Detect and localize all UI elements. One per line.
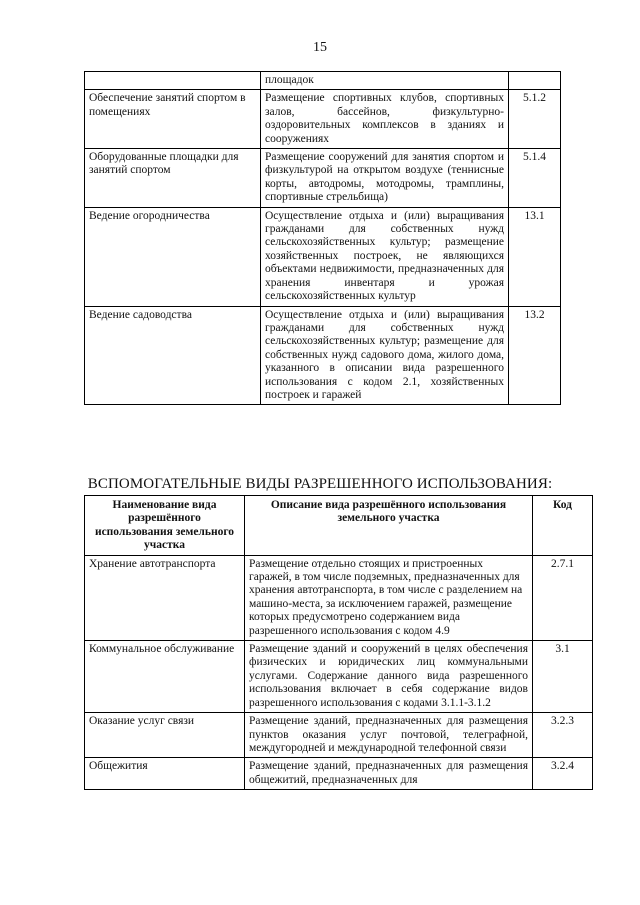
use-code-cell: 5.1.4	[509, 149, 561, 208]
header-name: Наименование вида разрешённого использования земельного участка	[85, 496, 245, 556]
table-header-row	[85, 496, 593, 556]
use-description-cell: Размещение спортивных клубов, спортивных залов, бассейнов, физкультурно-оздоровительных комплексов в зданиях и сооружениях	[261, 90, 509, 149]
use-description-cell: Осуществление отдыха и (или) выращивания гражданами для собственных нужд сельскохозяйственных культур; размещение хозяйственных построек, не являющихся объектами недвижимости, предназначенных для хранения инвентаря и урожая сельскохозяйственных культур	[261, 207, 509, 306]
table-row	[85, 149, 561, 208]
use-name-cell: Коммунальное обслуживание	[85, 641, 245, 713]
use-name-cell: Ведение огородничества	[85, 207, 261, 306]
use-description-cell: Размещение сооружений для занятия спортом и физкультурой на открытом воздухе (теннисные корты, автодромы, мотодромы, трамплины, спортивные стрельбища)	[261, 149, 509, 208]
use-code-cell: 13.1	[509, 207, 561, 306]
page-number: 15	[313, 40, 327, 55]
use-name-cell: Хранение автотранспорта	[85, 555, 245, 640]
use-code-cell: 3.2.3	[533, 713, 593, 758]
use-code-cell: 2.7.1	[533, 555, 593, 640]
use-description-cell: Размещение зданий, предназначенных для размещения общежитий, предназначенных для	[245, 758, 533, 790]
use-description-cell: площадок	[261, 72, 509, 90]
aux-land-use-table	[84, 495, 593, 790]
use-name-cell: Оборудованные площадки для занятий спортом	[85, 149, 261, 208]
use-name-cell: Общежития	[85, 758, 245, 790]
use-code-cell	[509, 72, 561, 90]
table-row	[85, 713, 593, 758]
use-description-cell: Размещение зданий, предназначенных для размещения пунктов оказания услуг почтовой, телеграфной, междугородней и международной телефонной связи	[245, 713, 533, 758]
use-description-cell: Размещение отдельно стоящих и пристроенных гаражей, в том числе подземных, предназначенных для хранения автотранспорта, в том числе с разделением на машино-места, за исключением гаражей, размещение которых предусмотрено содержанием вида разрешенного использования с кодом 4.9	[245, 555, 533, 640]
header-description: Описание вида разрешённого использования земельного участка	[245, 496, 533, 556]
table-row	[85, 207, 561, 306]
table-row	[85, 555, 593, 640]
aux-section-heading: ВСПОМОГАТЕЛЬНЫЕ ВИДЫ РАЗРЕШЕННОГО ИСПОЛЬЗОВАНИЯ:	[87, 476, 553, 492]
use-name-cell: Ведение садоводства	[85, 306, 261, 405]
use-code-cell: 3.1	[533, 641, 593, 713]
use-description-cell: Осуществление отдыха и (или) выращивания гражданами для собственных нужд сельскохозяйственных культур; размещение для собственных нужд садового дома, жилого дома, указанного в описании вида разрешенного использования с кодом 2.1, хозяйственных построек и гаражей	[261, 306, 509, 405]
use-code-cell: 5.1.2	[509, 90, 561, 149]
table-row	[85, 72, 561, 90]
use-description-cell: Размещение зданий и сооружений в целях обеспечения физических и юридических лиц коммунальными услугами. Содержание данного вида разрешенного использования включает в себя содержание видов разрешенного использования с кодами 3.1.1-3.1.2	[245, 641, 533, 713]
use-name-cell: Обеспечение занятий спортом в помещениях	[85, 90, 261, 149]
land-use-table-continued	[84, 71, 561, 405]
table-row	[85, 306, 561, 405]
table-row	[85, 90, 561, 149]
use-code-cell: 13.2	[509, 306, 561, 405]
use-code-cell: 3.2.4	[533, 758, 593, 790]
table-row	[85, 758, 593, 790]
use-name-cell	[85, 72, 261, 90]
header-code: Код	[533, 496, 593, 556]
table-row	[85, 641, 593, 713]
use-name-cell: Оказание услуг связи	[85, 713, 245, 758]
